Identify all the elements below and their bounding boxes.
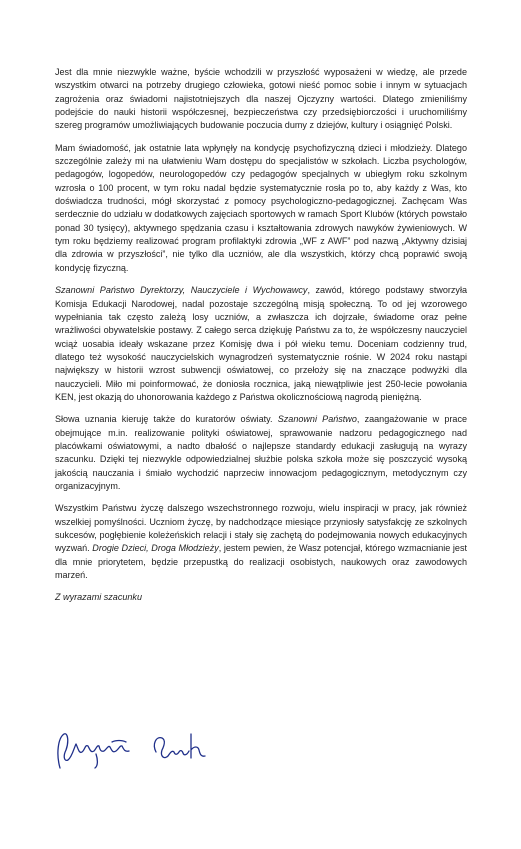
- closing-line: Z wyrazami szacunku: [55, 592, 142, 603]
- paragraph-wishes: [55, 502, 467, 582]
- paragraph-curators-text: , zaangażowanie w prace obejmujące m.in. realizowanie polityki oświatowej, sprawowanie nadzoru pedagogicznego nad placówkami oświatowymi, a nadto dbałość o najlepsze standardy edukacji zasługują na wyrazy szacunku. Dzięki tej niezwykle odpowiedzialnej służbie polska szkoła może się poszczycić wysoką jakością nauczania i śmiało wychodzić naprzeciw innowacjom pedagogicznym, metodycznym czy organizacyjnym.: [55, 414, 467, 491]
- handwritten-signature: [52, 724, 232, 774]
- paragraph-knowledge-text: Jest dla mnie niezwykle ważne, byście wchodzili w przyszłość wyposażeni w wiedzę, ale przede wszystkim otwarci na potrzeby drugiego człowieka, gotowi nieść pomoc sobie i innym w sytuacjach zagrożenia oraz świadomi najistotniejszych dla naszej Ojczyzny wartości. Dlatego zmieniliśmy podejście do nauki historii współczesnej, bezpieczeństwa czy przedsiębiorczości i uruchomiliśmy szereg programów umożliwiających budowanie poczucia dumy z dziejów, kultury i osiągnięć Polski.: [55, 67, 467, 131]
- paragraph-curators: [55, 413, 467, 493]
- youth-address: Drogie Dzieci, Droga Młodzieży: [92, 543, 219, 554]
- paragraph-teachers: [55, 284, 467, 404]
- signature-last-name: [154, 734, 205, 758]
- paragraph-teachers-text: , zawód, którego podstawy stworzyła Komisja Edukacji Narodowej, nadal pozostaje szczególną misją społeczną. To od jej wzorowego wypełniania tak często zależą losy uczniów, a zwłaszcza ich dojrzałe, świadome oraz pełne wrażliwości obywatelskie postawy. Z całego serca dziękuję Państwu za to, że współczesny nauczyciel wciąż uosabia ideały wskazane przez Komisję dwa i pół wieku temu. Doceniam codzienny trud, dlatego też wysokość nauczycielskich wynagrodzeń systematycznie rośnie. W 2024 roku nastąpi największy w historii wzrost subwencji oświatowej, co przełoży się na znaczące podwyżki dla nauczycieli. Miło mi poinformować, że doniosła rocznica, jaką niewątpliwie jest 250-lecie powołania KEN, jest okazją do uhonorowania każdego z Państwa okolicznościową nagrodą pieniężną.: [55, 285, 467, 402]
- signature-first-name: [58, 734, 129, 768]
- paragraph-wishes-text: , jestem pewien, że Wasz potencjał, którego wzmacnianie jest dla mnie priorytetem, będzie przepustką do realizacji osobistych, naukowych oraz zawodowych marzeń.: [55, 543, 467, 581]
- paragraph-wishes-start: Wszystkim Państwu życzę dalszego wszechstronnego rozwoju, wielu inspiracji w pracy, jak również wszelkiej pomyślności. Uczniom życzę, by nadchodzące miesiące przyniosły satysfakcję ze szkolnych sukcesów, pogłębienie koleżeńskich relacji i stały się zachętą do podejmowania nowych edukacyjnych wyzwań.: [55, 503, 467, 554]
- paragraph-knowledge: [55, 66, 467, 133]
- teachers-address: Szanowni Państwo Dyrektorzy, Nauczyciele i Wychowawcy: [55, 285, 308, 296]
- paragraph-curators-start: Słowa uznania kieruję także do kuratorów oświaty.: [55, 414, 278, 425]
- paragraph-health: [55, 142, 467, 275]
- letter-body: [55, 66, 467, 614]
- paragraph-health-text: Mam świadomość, jak ostatnie lata wpłynęły na kondycję psychofizyczną dzieci i młodzieży. Dlatego szczególnie zależy mi na ułatwieniu Wam dostępu do specjalistów w szkołach. Liczba psychologów, pedagogów, logopedów, neurologopedów czy pedagogów specjalnych w ubiegłym roku szkolnym wzrosła o 100 procent, w tym roku nadal będzie systematycznie rosła po to, aby każdy z Was, kto doświadcza trudności, mógł skorzystać z pomocy psychologiczno-pedagogicznej. Zachęcam Was serdecznie do udziału w dodatkowych zajęciach sportowych w ramach Sport Klubów (których powstało ponad 30 tysięcy), aktywnego spędzania czasu i kształtowania zdrowych nawyków żywieniowych. W tym roku będziemy realizować program profilaktyki zdrowia „WF z AWF” pod nazwą „Aktywny dzisiaj dla zdrowia w przyszłości”, nie tylko dla uczniów, ale dla wszystkich, którzy chcą poprawić swoją kondycję fizyczną.: [55, 142, 467, 273]
- curators-address: Szanowni Państwo: [277, 414, 357, 425]
